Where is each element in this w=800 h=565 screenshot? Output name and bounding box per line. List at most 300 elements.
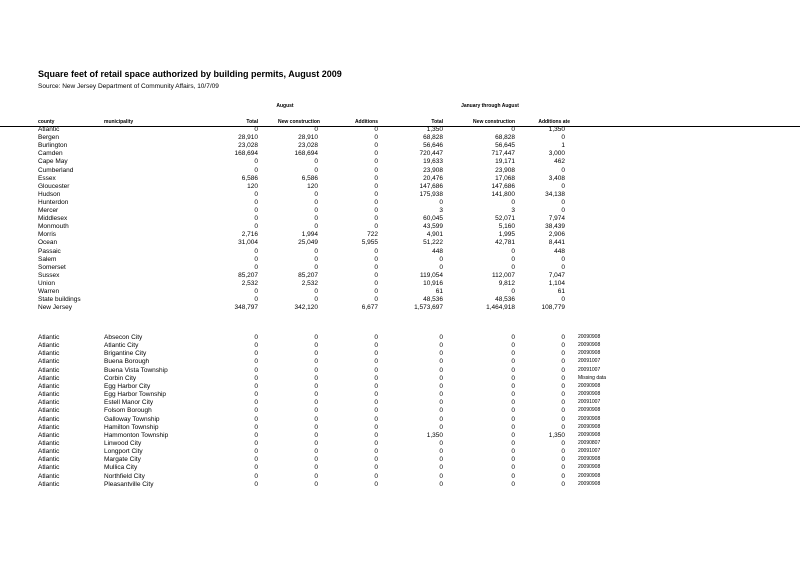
column-header-additions: Additions — [354, 119, 378, 125]
table-row — [0, 399, 800, 406]
additions-cell: 0 — [374, 448, 378, 456]
data-status-cell: 20091007 — [578, 366, 601, 373]
additions-cell: 0 — [374, 480, 378, 488]
ytd-total-cell: 1,350 — [426, 431, 443, 439]
ytd-additions-cell: 0 — [561, 423, 565, 431]
total-cell: 0 — [254, 464, 258, 472]
new-construction-cell: 1,994 — [301, 231, 318, 239]
table-row — [0, 167, 800, 174]
column-header-ytd-additions: Additions ate — [538, 119, 570, 125]
ytd-new-construction-cell: 0 — [511, 391, 515, 399]
ytd-additions-cell: 0 — [561, 439, 565, 447]
additions-cell: 0 — [374, 207, 378, 214]
column-header-ytd-new-construction: New construction — [473, 119, 515, 125]
county-cell: Mercer — [38, 207, 59, 214]
ytd-total-cell: 0 — [439, 480, 443, 488]
total-cell: 0 — [254, 223, 258, 231]
ytd-additions-cell: 0 — [561, 391, 565, 399]
table-row — [0, 350, 800, 357]
additions-cell: 0 — [374, 288, 378, 295]
table-row — [0, 256, 800, 263]
ytd-total-cell: 0 — [439, 439, 443, 447]
total-cell: 0 — [254, 415, 258, 423]
ytd-additions-cell: 1,104 — [548, 279, 565, 287]
ytd-new-construction-cell: 23,908 — [495, 166, 515, 174]
ytd-new-construction-cell: 1,464,918 — [486, 304, 515, 312]
ytd-new-construction-cell: 0 — [511, 382, 515, 390]
ytd-total-cell: 0 — [439, 334, 443, 341]
ytd-additions-cell: 0 — [561, 182, 565, 190]
additions-cell: 0 — [374, 215, 378, 223]
ytd-total-cell: 56,646 — [423, 142, 443, 150]
ytd-additions-cell: 1,350 — [548, 431, 565, 439]
ytd-additions-cell: 0 — [561, 334, 565, 341]
total-cell: 0 — [254, 288, 258, 295]
ytd-additions-cell: 0 — [561, 464, 565, 472]
column-header-ytd-total: Total — [431, 119, 443, 125]
ytd-total-cell: 0 — [439, 366, 443, 374]
table-row — [0, 264, 800, 271]
ytd-new-construction-cell: 0 — [511, 407, 515, 415]
municipality-cell: Mullica City — [104, 464, 138, 472]
additions-cell: 0 — [374, 382, 378, 390]
total-cell: 0 — [254, 448, 258, 456]
ytd-total-cell: 43,599 — [423, 223, 443, 231]
county-cell: New Jersey — [38, 304, 72, 312]
data-status-cell: 20090908 — [578, 342, 601, 349]
additions-cell: 0 — [374, 134, 378, 142]
county-cell: Burlington — [38, 142, 68, 150]
county-cell: Somerset — [38, 263, 66, 271]
table-row — [0, 231, 800, 238]
new-construction-cell: 0 — [314, 255, 318, 263]
ytd-total-cell: 0 — [439, 415, 443, 423]
ytd-additions-cell: 0 — [561, 415, 565, 423]
ytd-total-cell: 0 — [439, 423, 443, 431]
ytd-additions-cell: 0 — [561, 374, 565, 382]
ytd-new-construction-cell: 48,536 — [495, 296, 515, 304]
ytd-total-cell: 0 — [439, 391, 443, 399]
county-cell: Atlantic — [38, 126, 60, 133]
additions-cell: 0 — [374, 223, 378, 231]
group-header-august: August — [276, 103, 294, 109]
county-cell: Morris — [38, 231, 57, 239]
total-cell: 0 — [254, 456, 258, 464]
table-row — [0, 481, 800, 488]
table-row — [0, 367, 800, 374]
total-cell: 6,586 — [241, 174, 258, 182]
ytd-additions-cell: 8,441 — [548, 239, 565, 247]
ytd-total-cell: 4,901 — [426, 231, 443, 239]
municipality-cell: Hamilton Township — [104, 423, 159, 431]
new-construction-cell: 2,532 — [301, 279, 318, 287]
additions-cell: 0 — [374, 472, 378, 480]
municipality-cell: Linwood City — [104, 439, 142, 447]
additions-cell: 0 — [374, 158, 378, 166]
county-cell: Cumberland — [38, 166, 74, 174]
ytd-total-cell: 175,938 — [419, 190, 443, 198]
county-cell: Monmouth — [38, 223, 69, 231]
table-row — [0, 342, 800, 349]
county-cell: Middlesex — [38, 215, 68, 223]
ytd-additions-cell: 0 — [561, 358, 565, 366]
ytd-additions-cell: 3,000 — [548, 150, 565, 158]
municipality-cell: Galloway Township — [104, 415, 160, 423]
table-row — [0, 142, 800, 149]
additions-cell: 0 — [374, 126, 378, 133]
table-row — [0, 473, 800, 480]
table-row — [0, 183, 800, 190]
ytd-new-construction-cell: 0 — [511, 464, 515, 472]
total-cell: 0 — [254, 382, 258, 390]
ytd-total-cell: 0 — [439, 472, 443, 480]
new-construction-cell: 0 — [314, 382, 318, 390]
new-construction-cell: 0 — [314, 358, 318, 366]
column-header-new-construction: New construction — [278, 119, 320, 125]
county-cell: Passaic — [38, 247, 61, 255]
ytd-new-construction-cell: 147,686 — [491, 182, 515, 190]
ytd-new-construction-cell: 17,068 — [495, 174, 515, 182]
new-construction-cell: 0 — [314, 263, 318, 271]
municipality-cell: Absecon City — [104, 334, 143, 341]
ytd-additions-cell: 3,408 — [548, 174, 565, 182]
data-status-cell: 20091007 — [578, 358, 601, 365]
ytd-new-construction-cell: 0 — [511, 439, 515, 447]
total-cell: 348,797 — [234, 304, 258, 312]
county-cell: Atlantic — [38, 366, 60, 374]
new-construction-cell: 0 — [314, 423, 318, 431]
ytd-new-construction-cell: 0 — [511, 399, 515, 407]
county-cell: Atlantic — [38, 480, 60, 488]
table-row — [0, 288, 800, 295]
data-status-cell: 20090908 — [578, 464, 601, 471]
municipality-cell: Buena Borough — [104, 358, 150, 366]
table-row — [0, 407, 800, 414]
ytd-new-construction-cell: 0 — [511, 431, 515, 439]
report-title: Square feet of retail space authorized by building permits, August 2009 — [38, 69, 342, 79]
total-cell: 0 — [254, 342, 258, 350]
county-cell: Atlantic — [38, 472, 60, 480]
ytd-new-construction-cell: 0 — [511, 342, 515, 350]
additions-cell: 0 — [374, 296, 378, 304]
total-cell: 0 — [254, 480, 258, 488]
new-construction-cell: 0 — [314, 366, 318, 374]
ytd-additions-cell: 61 — [557, 288, 565, 295]
table-row — [0, 391, 800, 398]
additions-cell: 0 — [374, 279, 378, 287]
total-cell: 0 — [254, 350, 258, 358]
ytd-additions-cell: 0 — [561, 456, 565, 464]
ytd-new-construction-cell: 0 — [511, 358, 515, 366]
ytd-new-construction-cell: 0 — [511, 263, 515, 271]
table-row — [0, 440, 800, 447]
data-status-cell: 20090908 — [578, 480, 601, 487]
additions-cell: 0 — [374, 255, 378, 263]
total-cell: 23,028 — [238, 142, 258, 150]
table-row — [0, 239, 800, 246]
ytd-additions-cell: 0 — [561, 296, 565, 304]
total-cell: 2,716 — [241, 231, 258, 239]
total-cell: 2,532 — [241, 279, 258, 287]
data-status-cell: 20090908 — [578, 407, 601, 414]
ytd-total-cell: 61 — [435, 288, 443, 295]
group-header-ytd: January through August — [461, 103, 519, 109]
additions-cell: 0 — [374, 456, 378, 464]
county-cell: Atlantic — [38, 415, 60, 423]
municipality-cell: Longport City — [104, 448, 143, 456]
ytd-total-cell: 48,536 — [423, 296, 443, 304]
county-cell: Atlantic — [38, 399, 60, 407]
ytd-additions-cell: 0 — [561, 134, 565, 142]
new-construction-cell: 168,694 — [294, 150, 318, 158]
ytd-new-construction-cell: 3 — [511, 207, 515, 214]
ytd-additions-cell: 108,779 — [541, 304, 565, 312]
ytd-total-cell: 23,908 — [423, 166, 443, 174]
table-row — [0, 134, 800, 141]
new-construction-cell: 0 — [314, 190, 318, 198]
table-row — [0, 416, 800, 423]
table-row — [0, 272, 800, 279]
additions-cell: 722 — [367, 231, 378, 239]
total-cell: 0 — [254, 358, 258, 366]
total-cell: 0 — [254, 407, 258, 415]
additions-cell: 0 — [374, 263, 378, 271]
ytd-additions-cell: 462 — [554, 158, 565, 166]
data-status-cell: 20090908 — [578, 456, 601, 463]
data-status-cell: 20091007 — [578, 399, 601, 406]
ytd-total-cell: 0 — [439, 374, 443, 382]
table-row — [0, 448, 800, 455]
ytd-total-cell: 0 — [439, 448, 443, 456]
additions-cell: 0 — [374, 464, 378, 472]
table-row — [0, 456, 800, 463]
municipality-cell: Margate City — [104, 456, 141, 464]
ytd-additions-cell: 448 — [554, 247, 565, 255]
new-construction-cell: 0 — [314, 350, 318, 358]
ytd-total-cell: 0 — [439, 350, 443, 358]
municipality-cell: Atlantic City — [104, 342, 139, 350]
ytd-new-construction-cell: 0 — [511, 374, 515, 382]
ytd-new-construction-cell: 0 — [511, 334, 515, 341]
county-cell: Atlantic — [38, 342, 60, 350]
county-cell: Atlantic — [38, 382, 60, 390]
ytd-total-cell: 0 — [439, 263, 443, 271]
ytd-additions-cell: 0 — [561, 448, 565, 456]
new-construction-cell: 0 — [314, 296, 318, 304]
ytd-additions-cell: 0 — [561, 342, 565, 350]
ytd-new-construction-cell: 0 — [511, 456, 515, 464]
county-cell: Atlantic — [38, 358, 60, 366]
ytd-additions-cell: 0 — [561, 472, 565, 480]
county-cell: Atlantic — [38, 423, 60, 431]
data-status-cell: 20090807 — [578, 439, 601, 446]
table-row — [0, 358, 800, 365]
new-construction-cell: 0 — [314, 407, 318, 415]
county-cell: Cape May — [38, 158, 68, 166]
column-header-total: Total — [246, 119, 258, 125]
ytd-new-construction-cell: 141,800 — [491, 190, 515, 198]
additions-cell: 0 — [374, 415, 378, 423]
total-cell: 0 — [254, 366, 258, 374]
total-cell: 0 — [254, 126, 258, 133]
ytd-new-construction-cell: 19,171 — [495, 158, 515, 166]
ytd-new-construction-cell: 0 — [511, 350, 515, 358]
new-construction-cell: 0 — [314, 207, 318, 214]
new-construction-cell: 0 — [314, 480, 318, 488]
county-cell: Bergen — [38, 134, 59, 142]
table-row — [0, 150, 800, 157]
additions-cell: 0 — [374, 198, 378, 206]
additions-cell: 0 — [374, 439, 378, 447]
column-header-municipality: municipality — [104, 119, 134, 125]
table-row — [0, 191, 800, 198]
total-cell: 0 — [254, 207, 258, 214]
new-construction-cell: 28,910 — [298, 134, 318, 142]
municipality-cell: Egg Harbor City — [104, 382, 151, 390]
additions-cell: 0 — [374, 334, 378, 341]
additions-cell: 0 — [374, 431, 378, 439]
new-construction-cell: 0 — [314, 399, 318, 407]
new-construction-cell: 342,120 — [294, 304, 318, 312]
column-header-county: county — [38, 119, 55, 125]
municipality-cell: Brigantine City — [104, 350, 147, 358]
additions-cell: 0 — [374, 423, 378, 431]
table-row — [0, 375, 800, 382]
ytd-total-cell: 1,573,697 — [414, 304, 443, 312]
ytd-new-construction-cell: 0 — [511, 247, 515, 255]
ytd-additions-cell: 0 — [561, 263, 565, 271]
new-construction-cell: 0 — [314, 334, 318, 341]
new-construction-cell: 0 — [314, 374, 318, 382]
ytd-additions-cell: 0 — [561, 198, 565, 206]
total-cell: 0 — [254, 158, 258, 166]
ytd-additions-cell: 0 — [561, 366, 565, 374]
county-cell: Sussex — [38, 271, 60, 279]
ytd-new-construction-cell: 56,645 — [495, 142, 515, 150]
table-row — [0, 464, 800, 471]
total-cell: 0 — [254, 423, 258, 431]
new-construction-cell: 0 — [314, 158, 318, 166]
ytd-new-construction-cell: 717,447 — [491, 150, 515, 158]
county-cell: Warren — [38, 288, 60, 295]
ytd-new-construction-cell: 0 — [511, 423, 515, 431]
data-status-cell: 20090908 — [578, 382, 601, 389]
total-cell: 0 — [254, 166, 258, 174]
total-cell: 0 — [254, 190, 258, 198]
total-cell: 0 — [254, 391, 258, 399]
ytd-additions-cell: 0 — [561, 255, 565, 263]
table-row — [0, 223, 800, 230]
county-cell: Gloucester — [38, 182, 70, 190]
ytd-total-cell: 720,447 — [419, 150, 443, 158]
table-row — [0, 383, 800, 390]
additions-cell: 6,677 — [361, 304, 378, 312]
county-cell: Atlantic — [38, 391, 60, 399]
ytd-new-construction-cell: 0 — [511, 448, 515, 456]
data-status-cell: 20090908 — [578, 423, 601, 430]
total-cell: 0 — [254, 399, 258, 407]
additions-cell: 0 — [374, 399, 378, 407]
new-construction-cell: 0 — [314, 456, 318, 464]
county-cell: Atlantic — [38, 431, 60, 439]
ytd-additions-cell: 38,439 — [545, 223, 565, 231]
county-cell: Atlantic — [38, 407, 60, 415]
table-row — [0, 126, 800, 133]
ytd-total-cell: 20,476 — [423, 174, 443, 182]
county-cell: Atlantic — [38, 350, 60, 358]
additions-cell: 0 — [374, 150, 378, 158]
total-cell: 31,004 — [238, 239, 258, 247]
ytd-total-cell: 0 — [439, 399, 443, 407]
ytd-total-cell: 60,045 — [423, 215, 443, 223]
municipality-cell: Pleasantville City — [104, 480, 154, 488]
new-construction-cell: 25,049 — [298, 239, 318, 247]
total-cell: 28,910 — [238, 134, 258, 142]
ytd-total-cell: 0 — [439, 342, 443, 350]
ytd-additions-cell: 0 — [561, 399, 565, 407]
table-row — [0, 432, 800, 439]
county-cell: Salem — [38, 255, 57, 263]
ytd-additions-cell: 0 — [561, 480, 565, 488]
additions-cell: 0 — [374, 166, 378, 174]
total-cell: 120 — [247, 182, 258, 190]
new-construction-cell: 0 — [314, 126, 318, 133]
table-row — [0, 280, 800, 287]
ytd-total-cell: 51,222 — [423, 239, 443, 247]
ytd-total-cell: 0 — [439, 382, 443, 390]
data-status-cell: 20090908 — [578, 415, 601, 422]
new-construction-cell: 23,028 — [298, 142, 318, 150]
report-source: Source: New Jersey Department of Community Affairs, 10/7/09 — [38, 83, 219, 90]
ytd-new-construction-cell: 0 — [511, 480, 515, 488]
ytd-total-cell: 0 — [439, 407, 443, 415]
new-construction-cell: 0 — [314, 215, 318, 223]
county-cell: Essex — [38, 174, 56, 182]
new-construction-cell: 0 — [314, 223, 318, 231]
county-cell: Atlantic — [38, 448, 60, 456]
table-row — [0, 215, 800, 222]
additions-cell: 0 — [374, 374, 378, 382]
ytd-total-cell: 147,686 — [419, 182, 443, 190]
municipality-cell: Buena Vista Township — [104, 366, 168, 374]
data-status-cell: 20090908 — [578, 431, 601, 438]
new-construction-cell: 0 — [314, 247, 318, 255]
ytd-additions-cell: 0 — [561, 166, 565, 174]
data-status-cell: 20090908 — [578, 350, 601, 357]
new-construction-cell: 0 — [314, 198, 318, 206]
ytd-new-construction-cell: 52,071 — [495, 215, 515, 223]
data-status-cell: 20091007 — [578, 448, 601, 455]
ytd-new-construction-cell: 9,812 — [498, 279, 515, 287]
total-cell: 0 — [254, 215, 258, 223]
new-construction-cell: 6,586 — [301, 174, 318, 182]
additions-cell: 0 — [374, 174, 378, 182]
county-cell: Atlantic — [38, 334, 60, 341]
county-cell: Ocean — [38, 239, 58, 247]
additions-cell: 0 — [374, 182, 378, 190]
ytd-additions-cell: 1 — [561, 142, 565, 150]
total-cell: 0 — [254, 198, 258, 206]
new-construction-cell: 85,207 — [298, 271, 318, 279]
total-cell: 0 — [254, 431, 258, 439]
ytd-total-cell: 448 — [432, 247, 443, 255]
ytd-new-construction-cell: 42,781 — [495, 239, 515, 247]
ytd-new-construction-cell: 0 — [511, 255, 515, 263]
total-cell: 0 — [254, 247, 258, 255]
ytd-additions-cell: 0 — [561, 382, 565, 390]
ytd-new-construction-cell: 0 — [511, 366, 515, 374]
ytd-new-construction-cell: 0 — [511, 198, 515, 206]
